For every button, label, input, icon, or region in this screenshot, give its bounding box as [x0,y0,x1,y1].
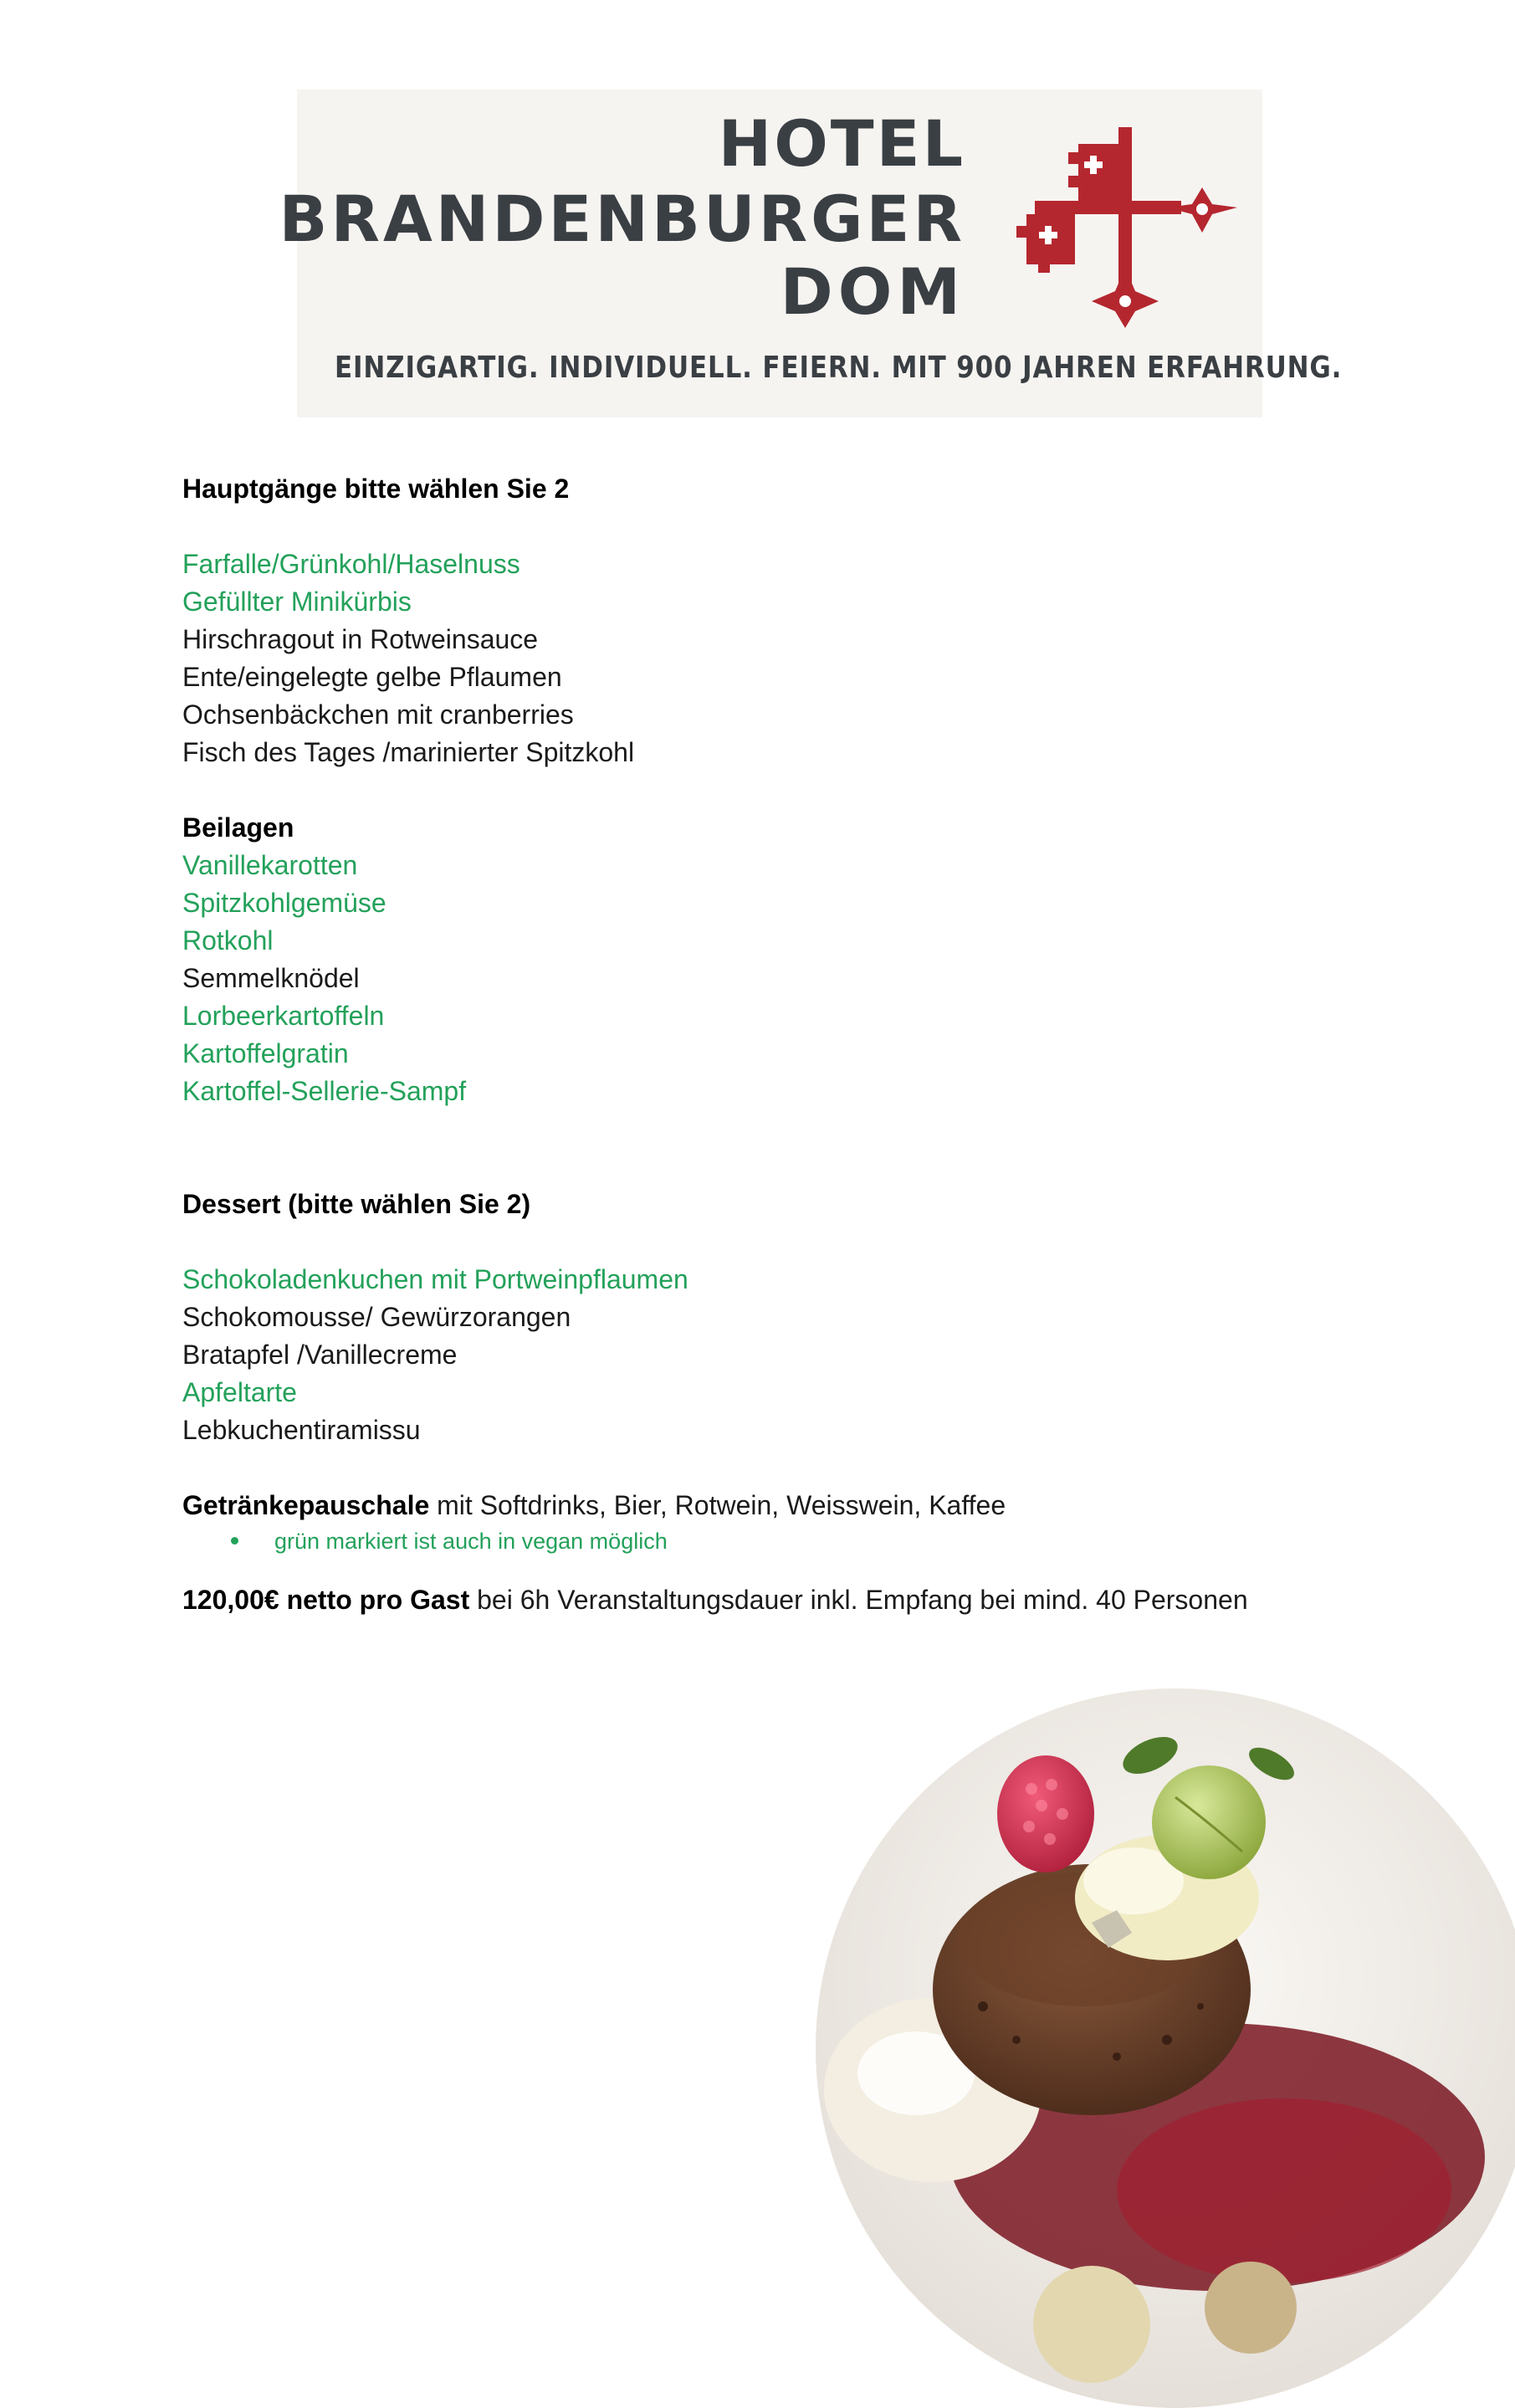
menu-item: Lebkuchentiramissu [182,1415,421,1445]
menu-item: Ente/eingelegte gelbe Pflaumen [182,662,562,692]
menu-item: Gefüllter Minikürbis [182,587,412,617]
menu-item: Vanillekarotten [182,850,358,880]
drinks-package-label: Getränkepauschale [182,1490,430,1520]
section-heading-desserts: Dessert (bitte wählen Sie 2) [182,1189,531,1219]
menu-item: Hirschragout in Rotweinsauce [182,624,539,654]
menu-item: Farfalle/Grünkohl/Haselnuss [182,549,520,579]
menu-item: Ochsenbäckchen mit cranberries [182,699,574,730]
dessert-photo [816,1688,1515,2408]
menu-item: Fisch des Tages /marinierter Spitzkohl [182,737,635,767]
logo-text-dom: DOM [780,254,965,329]
hotel-logo-banner [279,90,1343,418]
menu-item: Schokomousse/ Gewürzorangen [182,1302,571,1332]
menu-item: Kartoffel-Sellerie-Sampf [182,1076,467,1106]
logo-text-hotel: HOTEL [718,106,965,181]
vegan-note-text: grün markiert ist auch in vegan möglich [274,1529,668,1554]
vegan-note [182,1524,1354,1558]
logo-tagline: EINZIGARTIG. INDIVIDUELL. FEIERN. MIT 900 JAHREN ERFAHRUNG. [335,351,1343,385]
section-heading-mains: Hauptgänge bitte wählen Sie 2 [182,474,570,504]
price-label: 120,00€ netto pro Gast [182,1585,470,1615]
price-text: bei 6h Veranstaltungsdauer inkl. Empfang bei mind. 40 Personen [469,1585,1248,1615]
menu-item: Apfeltarte [182,1377,297,1407]
crossed-keys-emblem-icon [1001,127,1244,328]
price-line [182,1581,1354,1619]
drinks-package-line [182,1487,1354,1524]
menu-item: Bratapfel /Vanillecreme [182,1340,458,1370]
bullet-icon [231,1537,238,1545]
menu-content [182,470,1354,1619]
section-heading-sides: Beilagen [182,812,294,843]
menu-item: Spitzkohlgemüse [182,888,386,918]
drinks-package-text: mit Softdrinks, Bier, Rotwein, Weisswein, Kaffee [429,1490,1006,1520]
menu-item: Schokoladenkuchen mit Portweinpflaumen [182,1264,688,1294]
menu-item: Rotkohl [182,925,274,956]
logo-text-brandenburger: BRANDENBURGER [279,182,965,256]
menu-item: Kartoffelgratin [182,1038,349,1068]
menu-item: Lorbeerkartoffeln [182,1001,385,1031]
menu-item: Semmelknödel [182,963,360,993]
